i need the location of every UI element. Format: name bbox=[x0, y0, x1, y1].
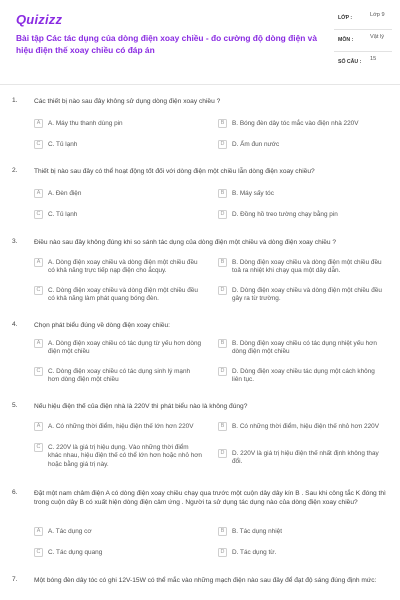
question-text: Điều nào sau đây không đúng khi so sánh tác dụng của dòng điện một chiều và dòng điện xoay chiều ? bbox=[34, 239, 337, 246]
question-number: 2. bbox=[12, 167, 18, 174]
option-letter: A bbox=[34, 339, 43, 348]
question-number: 6. bbox=[12, 489, 18, 496]
meta-subject bbox=[334, 30, 392, 52]
option-text: C. Tủ lạnh bbox=[48, 141, 78, 148]
option-text: B. Dòng điện xoay chiều có tác dụng nhiệt yếu hơn dòng điện một chiều bbox=[232, 340, 377, 356]
option-text: D. Tác dụng từ. bbox=[232, 549, 277, 556]
worksheet-header bbox=[0, 0, 400, 84]
option-letter: A bbox=[34, 189, 43, 198]
option-letter: B bbox=[218, 258, 227, 267]
question-text: Các thiết bị nào sau đây không sử dụng dòng điện xoay chiều ? bbox=[34, 98, 221, 105]
meta-label: MÔN : bbox=[338, 37, 354, 43]
option-text: B. Dòng điện xoay chiều và dòng điện một chiều đều toả ra nhiệt khi chạy qua một dây dẫn. bbox=[232, 259, 382, 275]
quizizz-logo: Quizizz bbox=[16, 12, 63, 27]
option-text: C. Tủ lạnh bbox=[48, 211, 78, 218]
meta-question-count bbox=[334, 52, 392, 74]
option-text: B. Máy sấy tóc bbox=[232, 190, 274, 197]
meta-label: LỚP : bbox=[338, 15, 353, 21]
option-letter: A bbox=[34, 422, 43, 431]
meta-label: SỐ CÂU : bbox=[338, 59, 362, 65]
option-letter: B bbox=[218, 527, 227, 536]
option-letter: C bbox=[34, 210, 43, 219]
question-text: Một bóng đèn dây tóc có ghi 12V-15W có thể mắc vào những mạch điện nào sau đây để đạt độ sáng đúng định mức: bbox=[34, 577, 377, 584]
option-letter: A bbox=[34, 527, 43, 536]
meta-value: Vật lý bbox=[370, 34, 384, 40]
option-letter: D bbox=[218, 548, 227, 557]
worksheet-meta bbox=[334, 8, 392, 74]
option-letter: C bbox=[34, 548, 43, 557]
header-divider bbox=[0, 84, 400, 85]
option-letter: B bbox=[218, 422, 227, 431]
question-text: Chọn phát biểu đúng về dòng điện xoay chiều: bbox=[34, 322, 171, 329]
option-text: C. Tác dụng quang bbox=[48, 549, 103, 556]
option-letter: A bbox=[34, 119, 43, 128]
meta-value: 15 bbox=[370, 56, 377, 62]
question-text: Nếu hiệu điện thế của điện nhà là 220V thì phát biểu nào là không đúng? bbox=[34, 403, 248, 410]
question-number: 7. bbox=[12, 576, 18, 583]
question-text: Đặt một nam châm điện A có dòng điện xoay chiều chạy qua trước một cuộn dây dây kín B . Sau khi công tắc K đóng thì trong cuộn dây B có xuất hiện dòng điện cảm ứng . Người ta sử dụng tác dụng nào của dòng điện xoay chiều? bbox=[34, 490, 386, 506]
option-text: D. Dòng điện xoay chiều tác dụng một cách không liên tục. bbox=[232, 368, 375, 384]
option-text: A. Dòng điện xoay chiều có tác dụng từ yếu hơn dòng điện một chiều bbox=[48, 340, 202, 356]
option-letter: D bbox=[218, 210, 227, 219]
option-letter: B bbox=[218, 189, 227, 198]
option-text: D. Ấm đun nước bbox=[232, 141, 280, 148]
option-letter: C bbox=[34, 367, 43, 376]
option-text: A. Đèn điện bbox=[48, 190, 82, 197]
question-text: Thiết bị nào sau đây có thể hoạt động tốt đối với dòng điện một chiều lẫn dòng điện xoay chiều? bbox=[34, 168, 315, 175]
question-number: 3. bbox=[12, 238, 18, 245]
question-number: 4. bbox=[12, 321, 18, 328]
option-letter: C bbox=[34, 443, 43, 452]
option-text: A. Có những thời điểm, hiệu điện thế lớn hơn 220V bbox=[48, 423, 194, 430]
option-text: D. Dòng điện xoay chiều và dòng điện một chiều đều gây ra từ trường. bbox=[232, 287, 382, 303]
option-letter: D bbox=[218, 286, 227, 295]
option-text: B. Bóng đèn dây tóc mắc vào điện nhà 220V bbox=[232, 120, 359, 127]
option-letter: B bbox=[218, 119, 227, 128]
option-text: A. Máy thu thanh dùng pin bbox=[48, 120, 123, 127]
question-number: 5. bbox=[12, 402, 18, 409]
option-text: D. Đồng hồ treo tường chạy bằng pin bbox=[232, 211, 338, 218]
option-text: C. 220V là giá trị hiệu dụng. Vào những thời điểm khác nhau, hiệu điện thế có thể lớn hơn hoặc nhỏ hơn hoặc bằng giá trị này. bbox=[48, 444, 202, 468]
option-text: B. Tác dụng nhiệt bbox=[232, 528, 282, 535]
worksheet-title: Bài tập Các tác dụng của dòng điện xoay chiều - đo cường độ dòng điện và hiệu điện thế xoay chiều có đáp án bbox=[16, 33, 317, 55]
option-text: A. Tác dụng cơ bbox=[48, 528, 92, 535]
option-letter: A bbox=[34, 258, 43, 267]
option-letter: C bbox=[34, 286, 43, 295]
option-letter: D bbox=[218, 449, 227, 458]
option-text: B. Có những thời điểm, hiệu điện thế nhỏ hơn 220V bbox=[232, 423, 379, 430]
question-number: 1. bbox=[12, 97, 18, 104]
option-letter: C bbox=[34, 140, 43, 149]
option-letter: D bbox=[218, 367, 227, 376]
option-letter: D bbox=[218, 140, 227, 149]
option-text: C. Dòng điện xoay chiều có tác dụng sinh lý mạnh hơn dòng điện một chiều bbox=[48, 368, 191, 384]
meta-class bbox=[334, 8, 392, 30]
option-text: C. Dòng điện xoay chiều và dòng điện một chiều đều có khả năng làm phát quang bóng đèn. bbox=[48, 287, 198, 303]
option-letter: B bbox=[218, 339, 227, 348]
option-text: D. 220V là giá trị hiệu điện thế nhất định không thay đổi. bbox=[232, 450, 379, 466]
option-text: A. Dòng điện xoay chiều và dòng điện một chiều đều có khả năng trực tiếp nạp điện cho ắcquy. bbox=[48, 259, 198, 275]
meta-value: Lớp 9 bbox=[370, 12, 385, 18]
